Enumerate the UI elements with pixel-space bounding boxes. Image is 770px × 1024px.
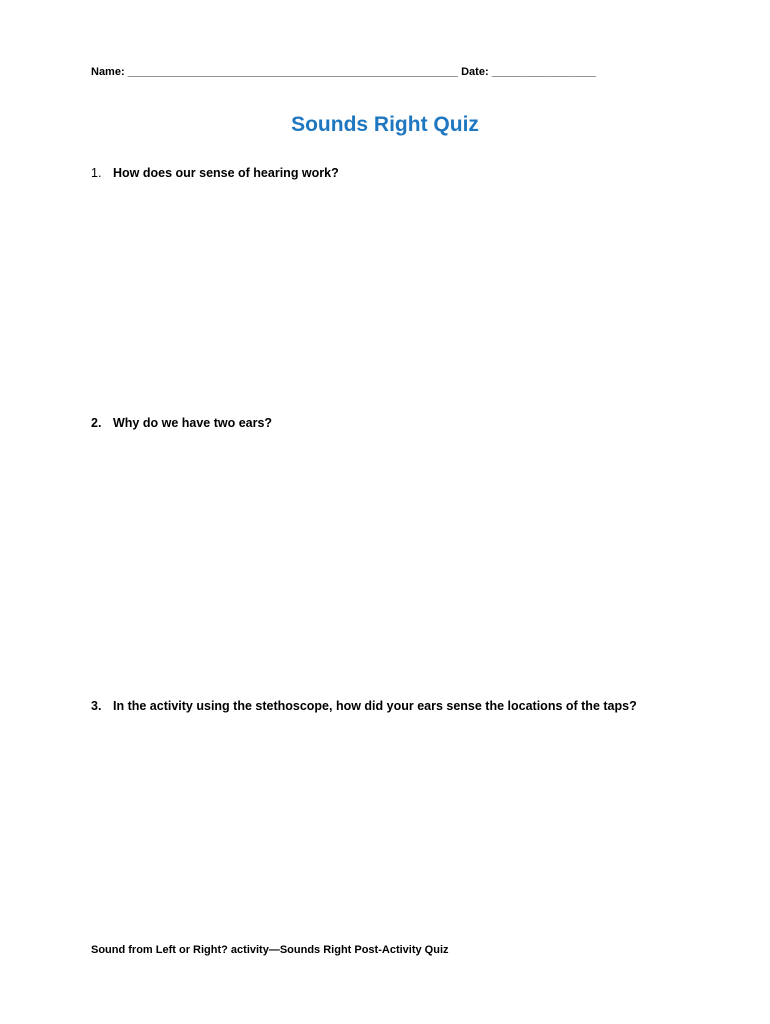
- page-title: Sounds Right Quiz: [291, 113, 479, 136]
- question-number: 3.: [91, 699, 102, 713]
- question-number: 2.: [91, 416, 102, 430]
- question-1: [91, 166, 339, 180]
- date-blank: _________________: [491, 66, 596, 78]
- name-label: Name:: [91, 66, 125, 78]
- question-number: 1.: [91, 166, 102, 180]
- question-text: How does our sense of hearing work?: [113, 166, 339, 180]
- question-2: [91, 416, 272, 430]
- question-text: Why do we have two ears?: [113, 416, 273, 430]
- question-text: In the activity using the stethoscope, how did your ears sense the locations of the taps?: [113, 699, 637, 713]
- name-blank: ______________________________________________________: [127, 66, 459, 78]
- date-label: Date:: [461, 66, 489, 78]
- page-footer: Sound from Left or Right? activity—Sounds Right Post-Activity Quiz: [91, 944, 449, 956]
- question-3: [91, 699, 637, 713]
- name-date-line: [91, 66, 596, 78]
